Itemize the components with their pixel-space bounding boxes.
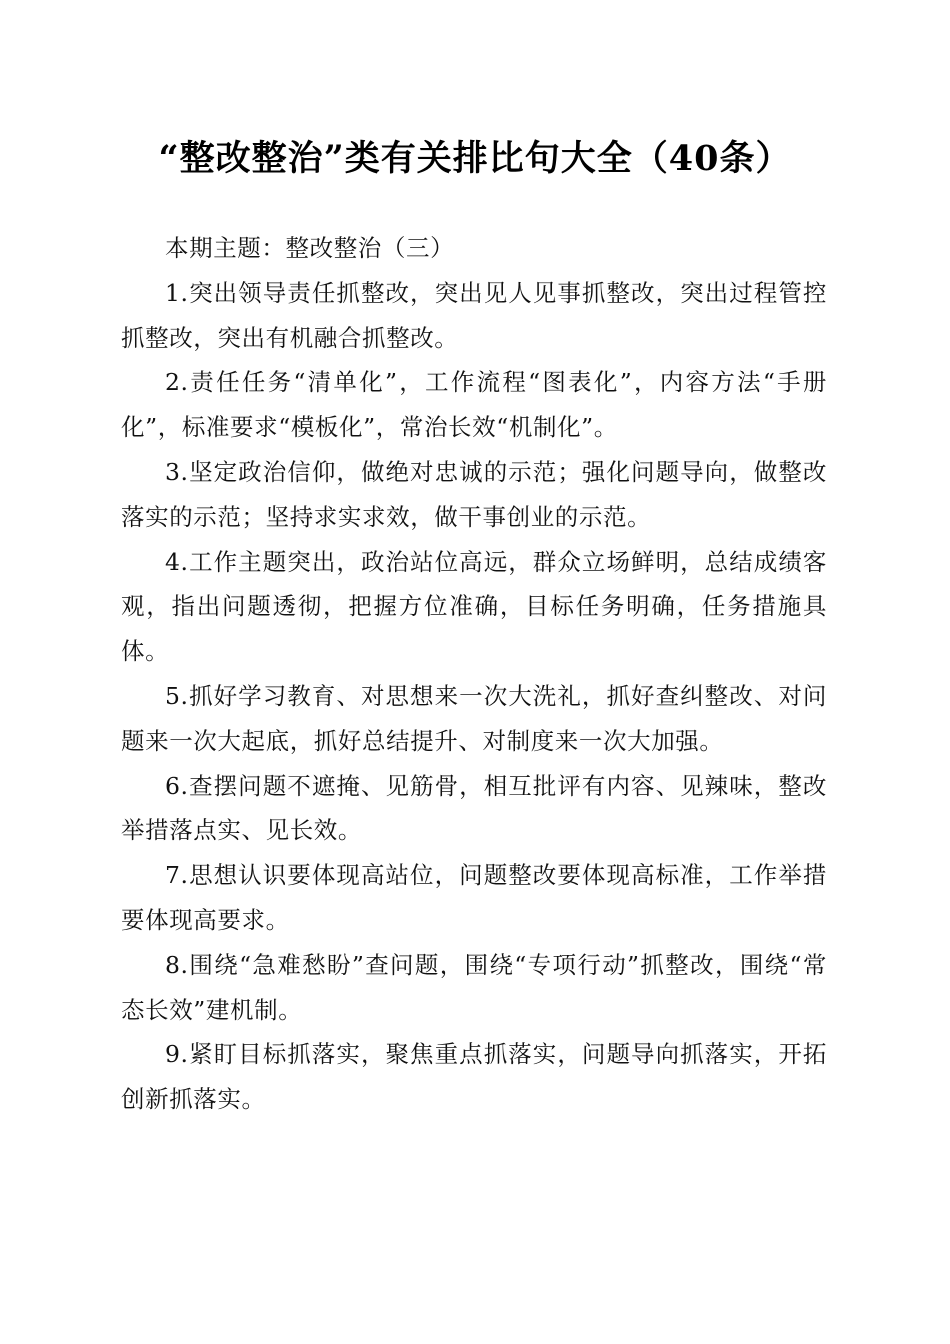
document-body: [121, 226, 827, 1122]
list-item: 7.思想认识要体现高站位，问题整改要体现高标准，工作举措要体现高要求。: [121, 861, 827, 934]
list-item: 8.围绕“急难愁盼”查问题，围绕“专项行动”抓整改，围绕“常态长效”建机制。: [121, 950, 827, 1024]
list-item: 4.工作主题突出，政治站位高远，群众立场鲜明，总结成绩客观，指出问题透彻，把握方位准确，目标任务明确，任务措施具体。: [121, 547, 827, 666]
list-item: 6.查摆问题不遮掩、见筋骨，相互批评有内容、见辣味，整改举措落点实、见长效。: [121, 771, 827, 845]
document-title: “整改整治”类有关排比句大全（40条）: [158, 138, 792, 179]
list-item: 3.坚定政治信仰，做绝对忠诚的示范；强化问题导向，做整改落实的示范；坚持求实求效，做干事创业的示范。: [121, 457, 827, 531]
list-item: 9.紧盯目标抓落实，聚焦重点抓落实，问题导向抓落实，开拓创新抓落实。: [121, 1040, 827, 1114]
theme-line: 本期主题：整改整治（三）: [165, 234, 455, 262]
list-item: 1.突出领导责任抓整改，突出见人见事抓整改，突出过程管控抓整改，突出有机融合抓整改。: [121, 278, 827, 352]
list-item: 5.抓好学习教育、对思想来一次大洗礼，抓好查纠整改、对问题来一次大起底，抓好总结提升、对制度来一次大加强。: [121, 681, 827, 755]
list-item: 2.责任任务“清单化”，工作流程“图表化”，内容方法“手册化”，标准要求“模板化”，常治长效“机制化”。: [121, 368, 827, 442]
